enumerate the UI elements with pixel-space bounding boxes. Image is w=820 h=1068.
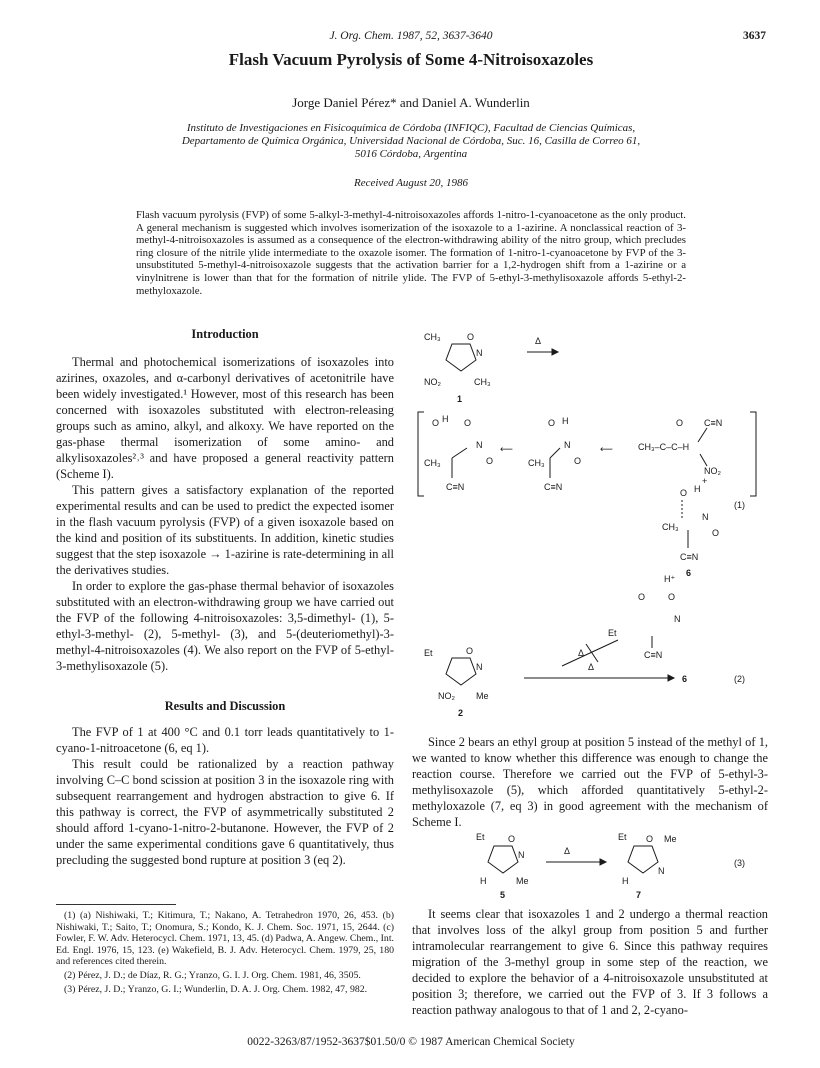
svg-text:N: N [564,440,571,450]
svg-text:(3): (3) [734,858,745,868]
svg-text:O: O [668,592,676,602]
abstract: Flash vacuum pyrolysis (FVP) of some 5-alkyl-3-methyl-4-nitroisoxazoles affords 1-nitro-1-cyanoacetone as the only product. A general mechanism is suggested which involves isomerization of the isoxazole to a 1-azirine. A nonclassical reaction of 3-methyl-4-nitroisoxazoles is assumed as a consequence of the electron-withdrawing ability of the nitro group, which precludes ring closure of the nitrile ylide intermediate to the oxazole isomer. The formation of 1-nitro-1-cyanoacetone by FVP of the 3-unsubstituted 5-methyl-4-nitroisoxazole suggests that the activation barrier for a 1,2-hydrogen shift from a 1-azirine or a vinylnitrene is lower than that for the formation of nitrile ylide. The FVP of 5-ethyl-3-methylisoxazole affords 5-ethyl-2-methyloxazole. [136,209,686,297]
svg-text:Et: Et [618,832,627,842]
svg-text:H: H [562,416,569,426]
svg-text:O: O [548,418,556,428]
paragraph: In order to explore the gas-phase thermal behavior of isoxazoles substituted with an electron-withdrawing group we have carried out the FVP of the following 4-nitroisoxazoles: 3,5-dimethyl- (1), 5-ethyl-3-methyl- (2), 5-methyl- (3), and 5-(deuteriomethyl)-3-methyl-4-nitroisoxazoles (4). We also report on the FVP of 5-ethyl-3-methylisoxazole (5). [56,579,394,673]
compound-label: 1 [457,394,463,404]
svg-text:H: H [442,414,449,424]
intermediate-nitronic [528,416,581,492]
svg-text:N: N [674,614,681,624]
svg-text:H⁺: H⁺ [664,574,676,584]
svg-text:C≡N: C≡N [644,650,663,660]
atom-label: CH₃ [424,332,441,342]
compound-6-structure [662,476,745,578]
svg-text:N: N [476,440,483,450]
affiliation-line: 5016 Córdoba, Argentina [354,148,468,160]
page-number: 3637 [743,30,766,42]
equilibrium-arrow: ⟵ [600,444,613,454]
svg-text:N: N [702,512,709,522]
svg-text:Δ: Δ [564,846,571,856]
svg-text:O: O [638,592,646,602]
svg-text:CH₃–C–C–H: CH₃–C–C–H [638,442,690,452]
svg-text:NO₂: NO₂ [704,466,721,476]
svg-text:O: O [432,418,440,428]
right-column-text [412,734,768,830]
running-header [56,30,766,46]
svg-text:Δ: Δ [578,648,585,658]
svg-text:Et: Et [608,628,617,638]
svg-text:O: O [508,834,516,844]
equation-number: (1) [734,500,745,510]
svg-text:N: N [658,866,665,876]
author-list: Jorge Daniel Pérez* and Daniel A. Wunderlin [292,95,530,110]
paragraph: This pattern gives a satisfactory explanation of the reported experimental results and can be used to predict the expected isomer in the flash vacuum pyrolysis (FVP) of a given isoxazole based on the kind and position of its substituents. In addition, kinetic studies suggest that the step isoxazole → 1-azirine is rate-determining in all the derivatives studies. [56,483,394,577]
paragraph: Since 2 bears an ethyl group at position 5 instead of the methyl of 1, we wanted to know whether this difference was enough to change the reaction course. Therefore we carried out the FVP of 5-ethyl-3-methylisoxazole (5), which afforded quantitatively 5-ethyl-2-methyloxazole (7, eq 3) in good agreement with the mechanism of Scheme I. [412,735,768,829]
paragraph: This result could be rationalized by a reaction pathway involving C–C bond scission at position 3 in the isoxazole ring with subsequent rearrangement and hydrogen abstraction to give 6. If this pathway is correct, the FVP of asymmetrically substituted 2 should afford 1-cyano-1-nitro-2-butanone. However, the FVP of 2 under the same experimental conditions gave 6 quantitatively, thus precluding the suggested bond rupture at position 3 (eq 2). [56,757,394,867]
footnotes [56,910,394,997]
equation-3 [412,826,768,900]
journal-citation: J. Org. Chem. 1987, 52, 3637-3640 [329,30,493,42]
svg-text:O: O [466,646,474,656]
equation-number: (2) [734,674,745,684]
footnote-rule [56,904,176,905]
right-column-text-2 [412,906,768,1018]
svg-text:O: O [464,418,472,428]
svg-text:NO₂: NO₂ [438,691,455,701]
atom-label: CH₃ [474,377,491,387]
svg-text:O: O [574,456,582,466]
svg-text:7: 7 [636,890,642,900]
svg-text:Me: Me [516,876,529,886]
atom-label: NO₂ [424,377,441,387]
footnote: (1) (a) Nishiwaki, T.; Kitimura, T.; Nakano, A. Tetrahedron 1970, 26, 453. (b) Nishiwaki, T.; Saito, T.; Onomura, S.; Kondo, K. J. Chem. Soc. 1971, 15, 2644. (c) Fowler, F. W. Adv. Heterocycl. Chem. 1971, 13, 45. (d) Padwa, A. Angew. Chem., Int. Ed. Engl. 1976, 15, 123. (e) Wakefield, B. J. Adv. Heterocycl. Chem. 1979, 25, 180 and references cited therein. [56,910,394,968]
scheme-1 [412,322,768,722]
affiliation-line: Instituto de Investigaciones en Fisicoquímica de Córdoba (INFIQC), Facultad de Ciencias Químicas, [186,122,636,134]
svg-text:H: H [694,484,701,494]
svg-text:N: N [476,662,483,672]
equilibrium-arrow: ⟵ [500,444,513,454]
paragraph: It seems clear that isoxazoles 1 and 2 undergo a thermal reaction that involves loss of the alkyl group from position 5 and further intramolecular rearrangement to give 6. Since this pathway requires migration of the 3-methyl group in some step of the reaction, we decided to explore the behavior of a 4-nitroisoxazole unsubstituted at position 3; therefore, we carried out the FVP of 3. If 3 follows a reaction pathway analogous to that of 1 and 2, 2-cyano- [412,907,768,1017]
affiliation-line: Departamento de Química Orgánica, Universidad Nacional de Córdoba, Suc. 16, Casilla de Correo 61, [181,135,641,147]
footnote: (3) Pérez, J. D.; Yranzo, G. I.; Wunderlin, D. A. J. Org. Chem. 1982, 47, 982. [64,983,368,995]
svg-text:CH₃: CH₃ [424,458,441,468]
atom-label: O [467,332,475,342]
compound-label: 6 [686,568,692,578]
copyright-footer: 0022-3263/87/1952-3637$01.50/0 © 1987 American Chemical Society [247,1036,575,1048]
compound-2-structure [424,646,489,718]
svg-text:C≡N: C≡N [544,482,563,492]
compound-1-structure [424,332,491,404]
svg-text:Δ: Δ [588,662,595,672]
svg-text:Et: Et [424,648,433,658]
footnote: (2) Pérez, J. D.; de Díaz, R. G.; Yranzo, G. I. J. Org. Chem. 1981, 46, 3505. [64,969,361,981]
svg-text:5: 5 [500,890,506,900]
paragraph: The FVP of 1 at 400 °C and 0.1 torr leads quantitatively to 1-cyano-1-nitroacetone (6, eq 1). [56,725,394,755]
intermediate-cyano [638,418,722,476]
reaction-arrow [527,336,558,355]
svg-text:CH₃: CH₃ [662,522,679,532]
article-title: Flash Vacuum Pyrolysis of Some 4-Nitroisoxazoles [228,50,594,69]
paragraph: Thermal and photochemical isomerizations of isoxazoles into azirines, oxazoles, and α-carbonyl derivatives of acetonitrile have been widely investigated.¹ However, most of this research has been concerned with isoxazoles substituted with electron-releasing groups such as amino, alkyl, and alkoxy. We have reported on the gas-phase thermal isomerization of some amino- and alkylisoxazoles²˒³ and have proposed a general reactivity pattern (Scheme I). [56,355,394,481]
reaction-arrow [524,662,745,684]
intermediate-enol [424,414,493,492]
svg-text:C≡N: C≡N [680,552,699,562]
svg-text:Me: Me [664,834,677,844]
svg-text:O: O [486,456,494,466]
compound-label: 2 [458,708,464,718]
svg-text:Δ: Δ [535,336,542,346]
section-heading-introduction: Introduction [191,327,259,341]
svg-text:O: O [646,834,654,844]
svg-text:H: H [480,876,487,886]
left-column [56,326,394,868]
svg-text:+: + [702,476,708,486]
svg-text:C≡N: C≡N [446,482,465,492]
section-heading-results: Results and Discussion [164,699,286,713]
svg-text:N: N [518,850,525,860]
received-date: Received August 20, 1986 [353,177,469,189]
atom-label: N [476,348,483,358]
svg-text:O: O [676,418,684,428]
svg-text:O: O [712,528,720,538]
eq2-intermediate [608,574,681,660]
svg-text:6: 6 [682,674,688,684]
svg-text:CH₃: CH₃ [528,458,545,468]
affiliation [56,122,766,161]
svg-text:O: O [680,488,688,498]
svg-text:Me: Me [476,691,489,701]
svg-text:Et: Et [476,832,485,842]
svg-text:C≡N: C≡N [704,418,723,428]
svg-text:H: H [622,876,629,886]
